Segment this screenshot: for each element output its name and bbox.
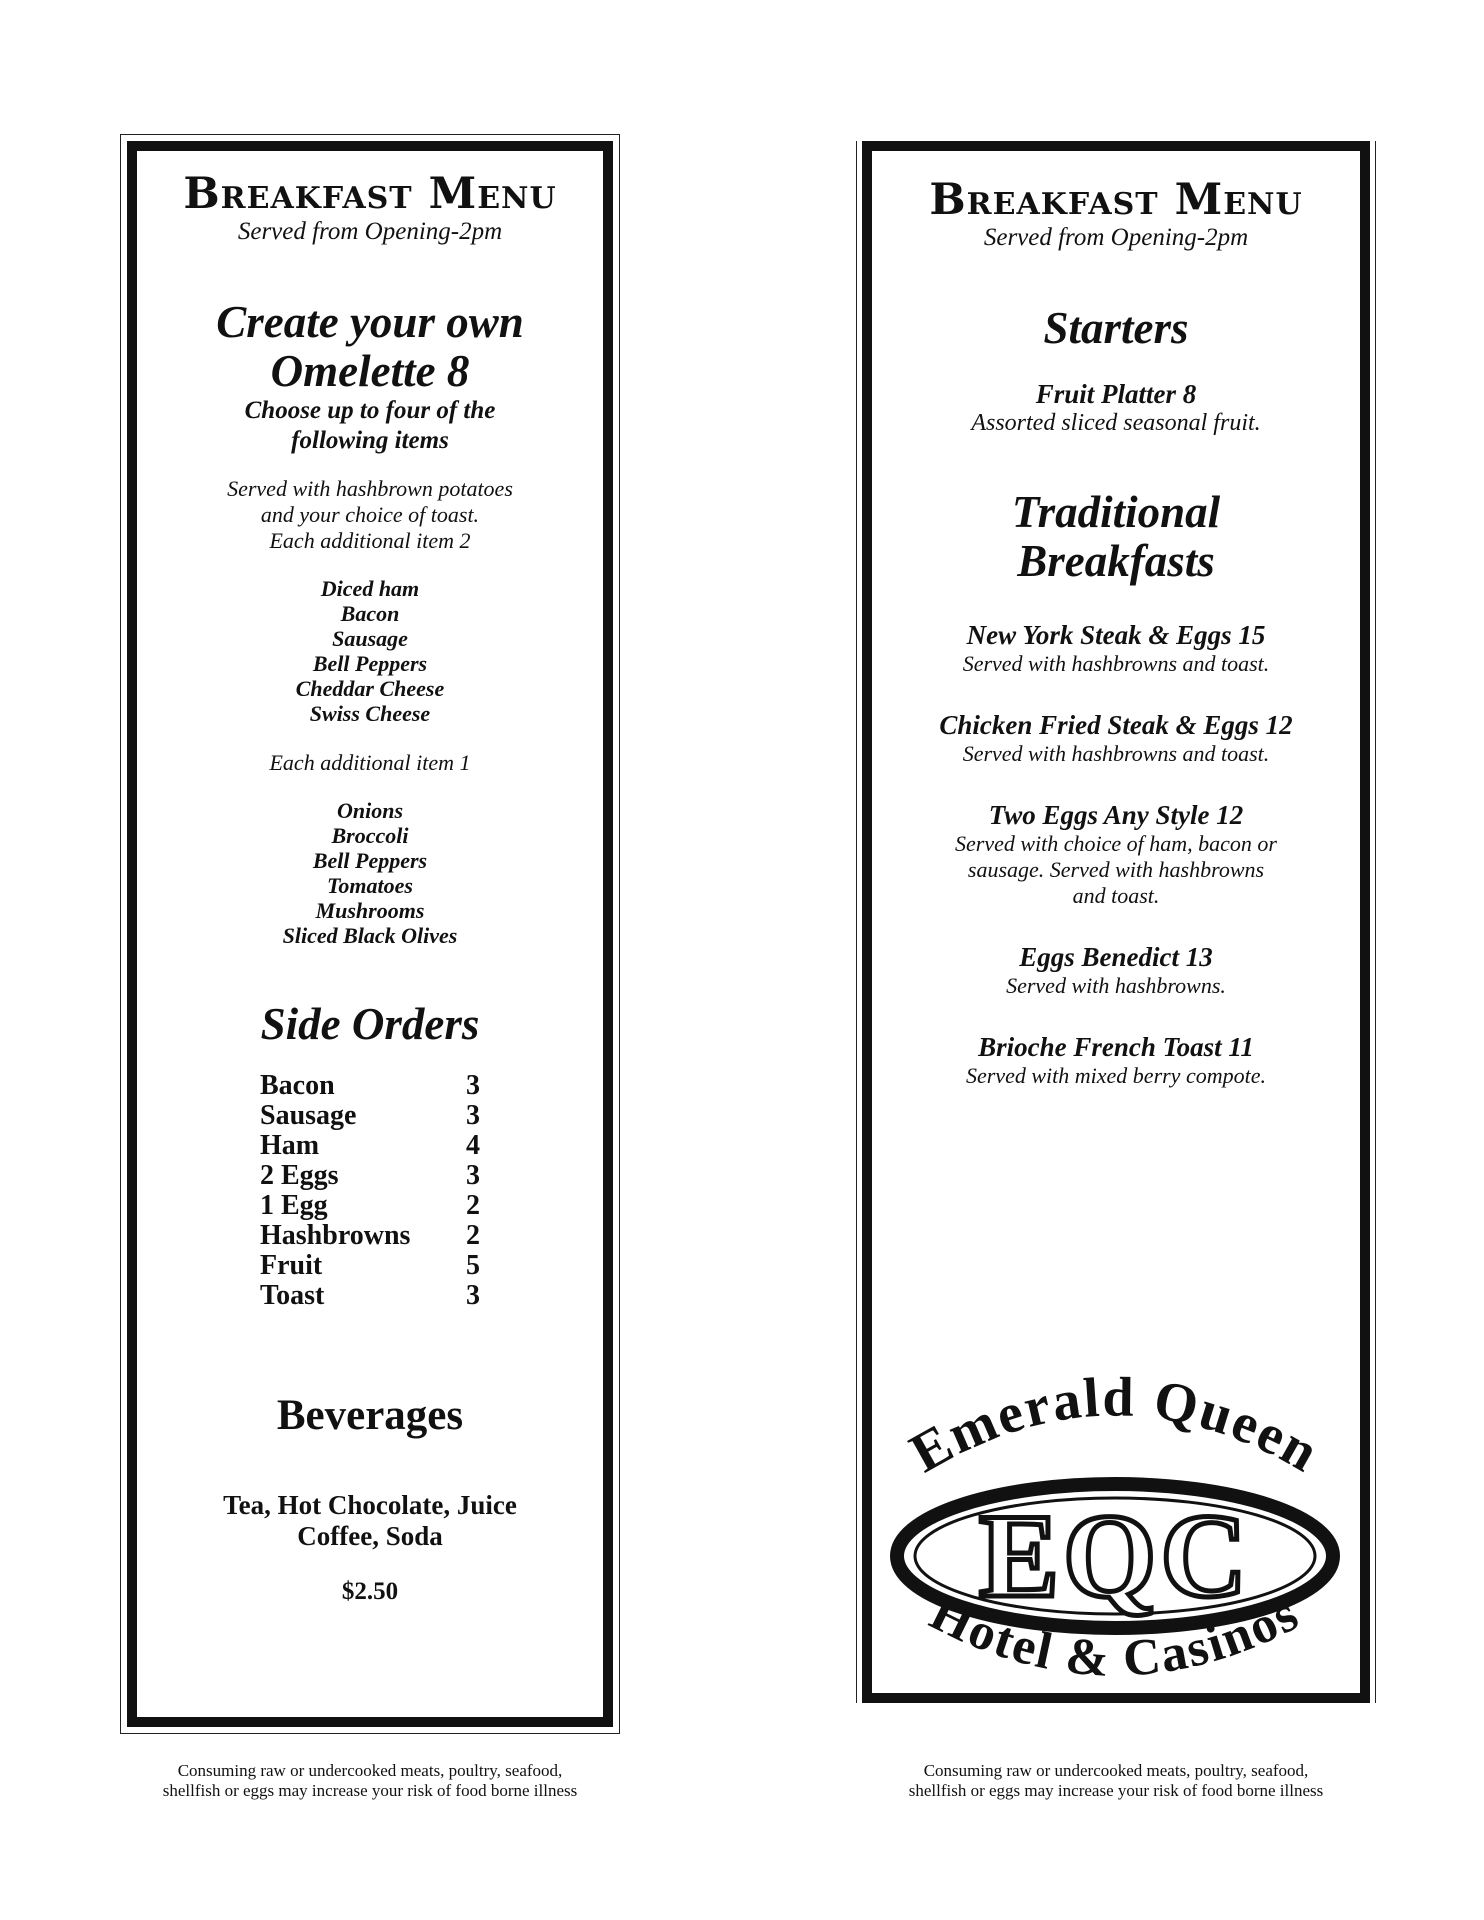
menu-title: Breakfast Menu bbox=[183, 169, 557, 219]
side-orders-heading: Side Orders bbox=[260, 999, 480, 1049]
svg-text:Emerald Queen bbox=[900, 1368, 1330, 1485]
menu-title: Breakfast Menu bbox=[929, 175, 1303, 225]
logo-center-text: EQC bbox=[978, 1489, 1252, 1622]
menu-item: Chicken Fried Steak & Eggs 12 Served with hashbrowns and toast. bbox=[939, 710, 1293, 766]
right-menu bbox=[862, 141, 1370, 1089]
menu-item-description: Assorted sliced seasonal fruit. bbox=[971, 410, 1261, 436]
menu-item: Brioche French Toast 11 Served with mixed berry compote. bbox=[966, 1032, 1266, 1088]
beverages-list: Tea, Hot Chocolate, Juice Coffee, Soda bbox=[223, 1490, 517, 1551]
additional-item-note: Each additional item 1 bbox=[269, 750, 471, 775]
traditional-heading: Traditional Breakfasts bbox=[1011, 487, 1221, 586]
table-row: Sausage 3 bbox=[260, 1100, 480, 1131]
table-row: 2 Eggs 3 bbox=[260, 1160, 480, 1191]
menu-item: New York Steak & Eggs 15 Served with hashbrowns and toast. bbox=[962, 620, 1270, 676]
ingredient-list-primary bbox=[127, 576, 613, 726]
logo-top-text: Emerald Queen bbox=[900, 1368, 1330, 1485]
table-row: Hashbrowns 2 bbox=[260, 1220, 480, 1251]
starters-heading: Starters bbox=[1043, 303, 1189, 353]
menu-subtitle: Served from Opening-2pm bbox=[983, 224, 1249, 251]
right-food-safety-notice: Consuming raw or undercooked meats, poultry, seafood, shellfish or eggs may increase your risk of food borne illness bbox=[908, 1761, 1324, 1800]
ingredient-list-secondary bbox=[127, 798, 613, 948]
list-item: Onions bbox=[336, 798, 404, 823]
list-item: Tomatoes bbox=[327, 873, 413, 898]
table-row: Bacon 3 bbox=[260, 1070, 480, 1101]
logo-bottom-text: Hotel & Casinos bbox=[921, 1584, 1309, 1689]
emerald-queen-logo bbox=[880, 1368, 1350, 1698]
omelette-note: Served with hashbrown potatoes and your choice of toast. Each additional item 2 bbox=[227, 476, 513, 553]
left-menu bbox=[127, 141, 613, 1606]
logo-graphic bbox=[880, 1368, 1350, 1698]
list-item: Bell Peppers bbox=[312, 848, 428, 873]
table-row: Fruit 5 bbox=[260, 1250, 480, 1281]
left-food-safety-notice: Consuming raw or undercooked meats, poultry, seafood, shellfish or eggs may increase your risk of food borne illness bbox=[162, 1761, 578, 1800]
table-row: 1 Egg 2 bbox=[260, 1190, 480, 1221]
list-item: Sausage bbox=[332, 626, 408, 651]
menu-subtitle: Served from Opening-2pm bbox=[237, 218, 503, 245]
list-item: Cheddar Cheese bbox=[295, 676, 445, 701]
omelette-subheading: Choose up to four of the following items bbox=[244, 397, 496, 454]
beverages-heading: Beverages bbox=[276, 1392, 464, 1439]
beverages-price: $2.50 bbox=[341, 1578, 399, 1605]
omelette-heading: Create your own Omelette 8 bbox=[216, 297, 524, 396]
list-item: Bell Peppers bbox=[312, 651, 428, 676]
menu-item: Two Eggs Any Style 12 Served with choice of ham, bacon or sausage. Served with hashbrowns and toast. bbox=[955, 800, 1277, 908]
side-orders-table bbox=[260, 1071, 480, 1311]
list-item: Sliced Black Olives bbox=[282, 923, 458, 948]
list-item: Bacon bbox=[340, 601, 400, 626]
list-item: Broccoli bbox=[331, 823, 409, 848]
table-row: Ham 4 bbox=[260, 1130, 480, 1161]
menu-item: Eggs Benedict 13 Served with hashbrowns. bbox=[1006, 942, 1226, 998]
list-item: Diced ham bbox=[320, 576, 420, 601]
menu-item-name: Fruit Platter 8 bbox=[1035, 379, 1197, 409]
list-item: Mushrooms bbox=[315, 898, 425, 923]
table-row: Toast 3 bbox=[260, 1280, 480, 1311]
list-item: Swiss Cheese bbox=[309, 701, 431, 726]
